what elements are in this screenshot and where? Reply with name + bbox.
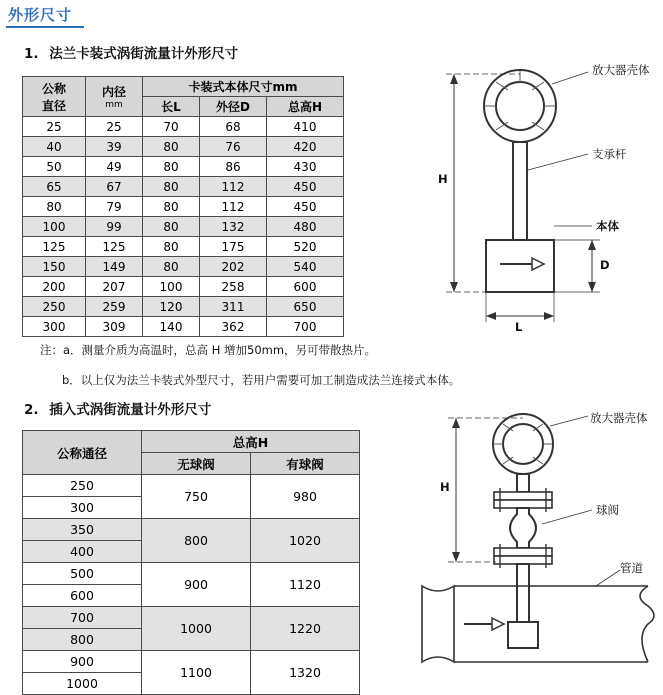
table-row	[23, 177, 344, 197]
cell-l: 80	[143, 137, 200, 157]
meter-body	[486, 240, 554, 292]
th-total-height-group: 总高H	[142, 431, 360, 453]
cell-dn: 500	[23, 563, 142, 585]
cell-dn: 300	[23, 497, 142, 519]
d-arrow-bottom	[588, 282, 596, 292]
cell-dn: 250	[23, 475, 142, 497]
cell-id: 79	[86, 197, 143, 217]
cell-h: 480	[267, 217, 344, 237]
label-height-H-2: H	[440, 480, 450, 494]
cell-no-valve: 1100	[142, 651, 251, 695]
leader-support	[528, 154, 588, 170]
cell-id: 149	[86, 257, 143, 277]
cell-dn: 25	[23, 117, 86, 137]
insertion-meter-drawing	[420, 410, 663, 680]
sensor-head	[508, 622, 538, 648]
cell-l: 140	[143, 317, 200, 337]
cell-dn: 65	[23, 177, 86, 197]
cell-d: 112	[200, 177, 267, 197]
d-arrow-top	[588, 240, 596, 250]
cell-l: 80	[143, 197, 200, 217]
cell-with-valve: 1320	[251, 651, 360, 695]
cell-dn: 200	[23, 277, 86, 297]
label-support-rod: 支承杆	[592, 147, 627, 161]
cell-d: 362	[200, 317, 267, 337]
h2-arrow-bottom	[452, 552, 460, 562]
cell-id: 25	[86, 117, 143, 137]
section-1-number: 1.	[24, 46, 39, 62]
cell-no-valve: 800	[142, 519, 251, 563]
cell-h: 420	[267, 137, 344, 157]
table-row	[23, 117, 344, 137]
label-height-H: H	[438, 172, 448, 186]
cell-dn: 80	[23, 197, 86, 217]
th-nominal-diameter-sub: 直径	[41, 98, 66, 113]
label-ball-valve: 球阀	[596, 503, 619, 517]
cell-l: 80	[143, 177, 200, 197]
cell-dn: 400	[23, 541, 142, 563]
cell-h: 450	[267, 177, 344, 197]
cell-id: 259	[86, 297, 143, 317]
cell-no-valve: 1000	[142, 607, 251, 651]
cell-no-valve: 900	[142, 563, 251, 607]
cell-dn: 250	[23, 297, 86, 317]
cell-dn: 600	[23, 585, 142, 607]
table1-header-row-1	[23, 77, 344, 97]
cell-id: 125	[86, 237, 143, 257]
section-1-heading	[24, 42, 238, 62]
l-arrow-left	[486, 312, 496, 320]
th-without-ball-valve: 无球阀	[142, 453, 251, 475]
cell-h: 430	[267, 157, 344, 177]
th-inner-diameter	[86, 77, 143, 117]
th-inner-diameter-main: 内径	[101, 85, 126, 99]
table2-body	[23, 475, 360, 695]
h-arrow-bottom	[450, 282, 458, 292]
upper-flange-bottom	[494, 500, 552, 508]
insertion-meter-svg	[420, 410, 663, 680]
leader-amplifier-2	[550, 416, 588, 426]
table1-head	[23, 77, 344, 117]
upper-stem	[517, 474, 529, 492]
cell-dn: 40	[23, 137, 86, 157]
pipe-right-end	[640, 586, 654, 662]
page-title: 外形尺寸	[8, 6, 73, 24]
cell-h: 540	[267, 257, 344, 277]
insertion-rod	[517, 564, 529, 622]
cell-d: 175	[200, 237, 267, 257]
pipe-flow-arrow	[464, 618, 504, 630]
table-row	[23, 157, 344, 177]
th-outer-diameter-D: 外径D	[200, 97, 267, 117]
cell-dn: 900	[23, 651, 142, 673]
th-total-height-H: 总高H	[267, 97, 344, 117]
table-row	[23, 217, 344, 237]
cell-id: 309	[86, 317, 143, 337]
leader-amplifier	[552, 72, 588, 84]
cell-dn: 1000	[23, 673, 142, 695]
cell-l: 80	[143, 257, 200, 277]
cell-id: 39	[86, 137, 143, 157]
amplifier-inner-circle	[503, 424, 543, 464]
cell-id: 99	[86, 217, 143, 237]
table-row	[23, 607, 360, 629]
table-row	[23, 277, 344, 297]
note-a: 注：a．测量介质为高温时，总高 H 增加50mm，另可带散热片。	[40, 343, 377, 357]
cell-id: 49	[86, 157, 143, 177]
flange-meter-svg	[420, 60, 663, 370]
cell-d: 311	[200, 297, 267, 317]
table-row	[23, 297, 344, 317]
cell-l: 120	[143, 297, 200, 317]
th-inner-diameter-sub: mm	[105, 100, 123, 110]
cell-l: 80	[143, 157, 200, 177]
cell-l: 100	[143, 277, 200, 297]
cell-d: 76	[200, 137, 267, 157]
flange-meter-drawing	[420, 60, 663, 370]
th-nominal-bore: 公称通径	[23, 431, 142, 475]
cell-h: 650	[267, 297, 344, 317]
cell-dn: 800	[23, 629, 142, 651]
cell-with-valve: 980	[251, 475, 360, 519]
lower-flange-bottom	[494, 556, 552, 564]
pipe-left-end	[422, 586, 454, 662]
th-nominal-diameter	[23, 77, 86, 117]
amplifier-inner-circle	[496, 82, 544, 130]
table-row	[23, 651, 360, 673]
cell-with-valve: 1220	[251, 607, 360, 651]
cell-with-valve: 1120	[251, 563, 360, 607]
cell-dn: 350	[23, 519, 142, 541]
cell-dn: 50	[23, 157, 86, 177]
label-diameter-D: D	[600, 258, 610, 272]
insertion-dimensions-table	[22, 430, 360, 695]
table-row	[23, 563, 360, 585]
cell-l: 80	[143, 217, 200, 237]
cell-no-valve: 750	[142, 475, 251, 519]
cell-dn: 700	[23, 607, 142, 629]
table-row	[23, 197, 344, 217]
cell-dn: 300	[23, 317, 86, 337]
table-row	[23, 317, 344, 337]
upper-flange-top	[494, 492, 552, 500]
label-body: 本体	[596, 219, 619, 233]
leader-ball-valve	[542, 510, 592, 524]
section-2-heading	[24, 398, 211, 418]
table-row	[23, 519, 360, 541]
leader-pipe	[596, 570, 620, 586]
th-length-L: 长L	[143, 97, 200, 117]
note-b: b．以上仅为法兰卡装式外型尺寸，若用户需要可加工制造成法兰连接式本体。	[62, 373, 461, 387]
cell-d: 86	[200, 157, 267, 177]
cell-id: 207	[86, 277, 143, 297]
title-underline	[6, 26, 84, 28]
flange-dimensions-table	[22, 76, 344, 337]
cell-h: 450	[267, 197, 344, 217]
cell-d: 258	[200, 277, 267, 297]
label-amplifier-housing: 放大器壳体	[592, 63, 650, 77]
table1-body	[23, 117, 344, 337]
ball-valve-body	[510, 508, 536, 548]
cell-d: 68	[200, 117, 267, 137]
table-row	[23, 137, 344, 157]
cell-d: 132	[200, 217, 267, 237]
cell-with-valve: 1020	[251, 519, 360, 563]
cell-h: 700	[267, 317, 344, 337]
table2-header-row-1	[23, 431, 360, 453]
table-row	[23, 475, 360, 497]
cell-dn: 150	[23, 257, 86, 277]
cell-d: 202	[200, 257, 267, 277]
table-row	[23, 257, 344, 277]
section-2-title: 插入式涡街流量计外形尺寸	[49, 402, 212, 418]
cell-l: 70	[143, 117, 200, 137]
cell-dn: 100	[23, 217, 86, 237]
th-with-ball-valve: 有球阀	[251, 453, 360, 475]
label-length-L: L	[515, 320, 523, 334]
table2-head	[23, 431, 360, 475]
lower-flange-top	[494, 548, 552, 556]
h-arrow-top	[450, 74, 458, 84]
support-rod	[513, 142, 527, 240]
th-body-dimensions-group: 卡装式本体尺寸mm	[143, 77, 344, 97]
l-arrow-right	[544, 312, 554, 320]
cell-h: 410	[267, 117, 344, 137]
th-nominal-diameter-main: 公称	[41, 81, 66, 96]
cell-id: 67	[86, 177, 143, 197]
h2-arrow-top	[452, 418, 460, 428]
label-pipe: 管道	[620, 561, 643, 575]
label-amplifier-housing-2: 放大器壳体	[590, 411, 648, 425]
cell-l: 80	[143, 237, 200, 257]
cell-h: 520	[267, 237, 344, 257]
section-1-title: 法兰卡装式涡街流量计外形尺寸	[49, 46, 239, 62]
section-2-number: 2.	[24, 402, 39, 418]
cell-d: 112	[200, 197, 267, 217]
cell-dn: 125	[23, 237, 86, 257]
table-row	[23, 237, 344, 257]
cell-h: 600	[267, 277, 344, 297]
